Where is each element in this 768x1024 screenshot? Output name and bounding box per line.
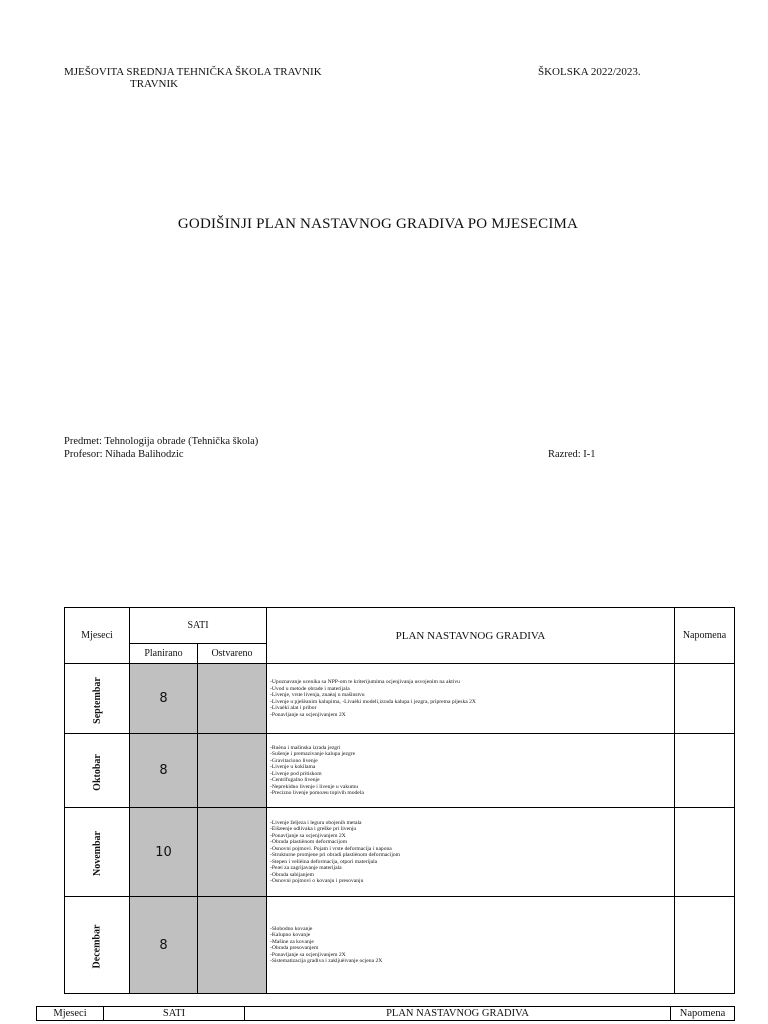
col-planned-header: Planirano — [130, 644, 198, 664]
plan-item: -Livaèki alat i pribor — [270, 705, 317, 711]
achieved-hours — [198, 808, 267, 897]
plan-item: -Sušenje i premazivanje kalupa jezgre — [270, 751, 356, 757]
achieved-hours — [198, 664, 267, 734]
table-row — [65, 897, 735, 994]
plan-item: -Obrada plastiènom deformacijom — [270, 839, 348, 845]
table-row — [65, 664, 735, 734]
col-plan-header: PLAN NASTAVNOG GRADIVA — [267, 608, 675, 664]
note-cell — [675, 897, 735, 994]
plan-item: -Ponavljanje sa ocjenjivanjem 2X — [270, 711, 346, 718]
plan-item: -Livenje željeza i legura obojenih metala — [270, 819, 362, 826]
next-page-header-table — [36, 1006, 735, 1021]
plan-item: -Osnovni pojmovi o kovanju i presovanju — [270, 878, 364, 884]
plan-item: -Obrada presovanjem — [270, 945, 319, 951]
plan-content — [267, 734, 675, 808]
plan-item: -Ponavljanje sa ocjenjivanjem 2X — [270, 832, 346, 839]
col-note-header: Napomena — [671, 1007, 735, 1021]
page-title: GODIŠINJI PLAN NASTAVNOG GRADIVA PO MJESECIMA — [177, 216, 579, 232]
achieved-hours — [198, 734, 267, 808]
plan-item: -Ponavljanje sa ocjenjivanjem 2X — [270, 951, 346, 958]
plan-item: -Sistematizacija gradiva i zakljuèivanje ocjena 2X — [270, 958, 383, 964]
planned-hours: 8 — [130, 734, 198, 808]
achieved-hours — [198, 897, 267, 994]
planned-hours: 8 — [130, 897, 198, 994]
table-row — [65, 734, 735, 808]
plan-item: -Upoznavanje ucenika sa NPP-om te kriterijumima ocjenjivanja usvojenim na aktivu — [270, 679, 460, 685]
plan-item: -Precizno livenje pomoæu topivih modela — [270, 790, 364, 796]
plan-item: -Gravitaciono livenje — [270, 757, 318, 764]
col-month-header: Mjeseci — [37, 1007, 104, 1021]
plan-item: -Obrada sabijanjem — [270, 871, 314, 878]
note-cell — [675, 664, 735, 734]
col-hours-header: SATI — [104, 1007, 245, 1021]
plan-item: -Ruèna i mašinska izrada jezgri — [270, 744, 341, 751]
month-cell — [65, 808, 130, 897]
plan-item: -Stepen i velièina deformacija, otpori materijala — [270, 858, 378, 865]
school-year: ŠKOLSKA 2022/2023. — [538, 66, 641, 78]
grade-label: Razred: I-1 — [548, 449, 596, 460]
month-cell — [65, 664, 130, 734]
plan-item: -Livenje, vrste livenja, znaèaj u mašinstvu — [270, 692, 365, 698]
plan-item: -Livenje u pješèanim kalupima, -Livaèki modeli,izrada kalupa i jezgra, priprema pijeska 2X — [270, 698, 476, 705]
school-city: TRAVNIK — [130, 78, 179, 90]
col-plan-header: PLAN NASTAVNOG GRADIVA — [245, 1007, 671, 1021]
month-label: Novembar — [91, 831, 103, 876]
col-month-header: Mjeseci — [65, 608, 130, 664]
plan-item: -Kalupno kovanje — [270, 932, 311, 938]
col-achieved-header: Ostvareno — [198, 644, 267, 664]
planned-hours: 8 — [130, 664, 198, 734]
plan-table — [64, 607, 735, 994]
month-label: Decembar — [91, 924, 103, 969]
plan-item: -Slobodno kovanje — [270, 925, 313, 932]
col-note-header: Napomena — [675, 608, 735, 664]
month-label: Oktobar — [91, 753, 103, 791]
plan-item: -Centrifugalno livenje — [270, 777, 320, 783]
plan-content — [267, 664, 675, 734]
plan-item: -Èišæenje odlivaka i greške pri livenju — [270, 826, 357, 832]
plan-item: -Livenje u kokilama — [270, 764, 316, 770]
plan-content — [267, 897, 675, 994]
table-row — [65, 808, 735, 897]
month-label: Septembar — [91, 676, 103, 724]
plan-item: -Uvod u metode obrade i materijala — [270, 685, 350, 692]
plan-content — [267, 808, 675, 897]
plan-item: -Neprekidno livenje i livenje u vakumu — [270, 783, 359, 790]
month-cell — [65, 897, 130, 994]
subject-label: Predmet: Tehnologija obrade (Tehnička škola) — [64, 436, 259, 447]
planned-hours: 10 — [130, 808, 198, 897]
note-cell — [675, 808, 735, 897]
plan-item: -Osnovni pojmovi. Pojam i vrste deformacija i napona — [270, 845, 392, 852]
note-cell — [675, 734, 735, 808]
plan-item: -Strukturne promjene pri obradi plastiènom deformacijom — [270, 852, 401, 858]
plan-item: -Mašine za kovanje — [270, 938, 314, 945]
plan-item: -Peæi za zagrijavanje materijala — [270, 865, 342, 871]
plan-item: -Livenje pod pritiskom — [270, 770, 322, 777]
professor-label: Profesor: Nihada Balihodzic — [64, 449, 184, 460]
month-cell — [65, 734, 130, 808]
col-hours-header: SATI — [130, 608, 267, 644]
school-name: MJEŠOVITA SREDNJA TEHNIČKA ŠKOLA TRAVNIK — [64, 66, 322, 78]
